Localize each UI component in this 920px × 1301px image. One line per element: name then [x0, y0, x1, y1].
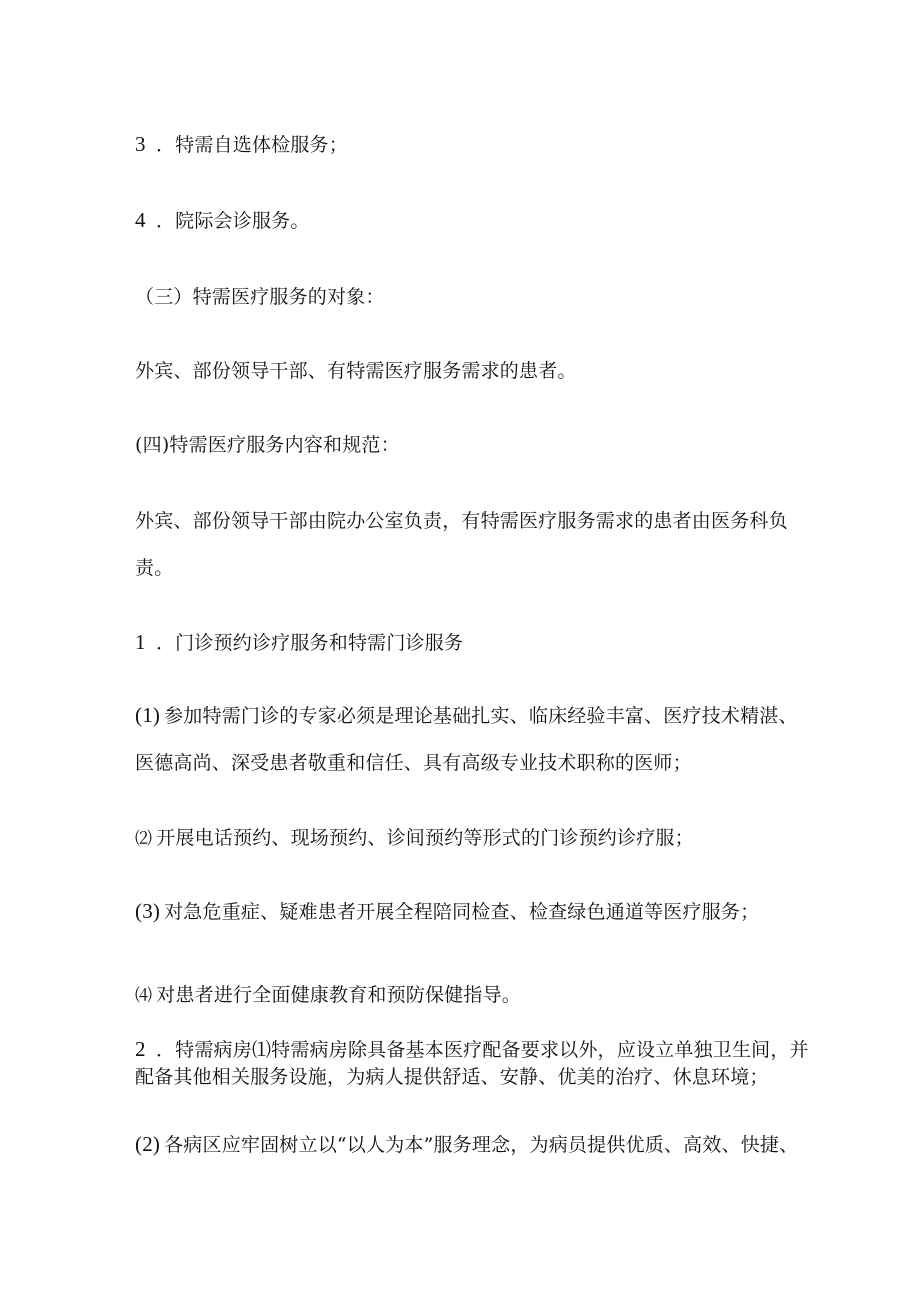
line-text: ．门诊预约诊疗服务和特需门诊服务	[149, 632, 464, 654]
line-text: ．特需自选体检服务；	[149, 134, 348, 156]
sub-item-3	[135, 898, 759, 925]
line-text: ．特需病房⑴特需病房除具备基本医疗配备要求以外，应设立单独卫生间，并	[149, 1039, 809, 1061]
item-number: 2	[135, 1037, 146, 1061]
line-text: 各病区应牢固树立以“以人为本”服务理念，为病员提供优质、高效、快捷、	[164, 1134, 799, 1156]
paragraph-line	[135, 508, 788, 534]
heading-text: （三）特需医疗服务的对象：	[135, 286, 385, 308]
line-text: 对患者进行全面健康教育和预防保健指导。	[156, 984, 522, 1006]
section-heading-4	[135, 432, 400, 458]
line-item-3	[135, 131, 348, 158]
item-number: (2)	[135, 1132, 161, 1156]
item-number: ⑵	[135, 829, 153, 848]
line-text: 参加特需门诊的专家必须是理论基础扎实、临床经验丰富、医疗技术精湛、	[164, 705, 798, 727]
item-number: 1	[135, 630, 146, 654]
section-heading-3	[135, 284, 385, 310]
paragraph-line	[135, 555, 173, 581]
line-text: 责。	[135, 557, 174, 579]
sub-item-2b	[135, 1131, 798, 1158]
line-text: 对急危重症、疑难患者开展全程陪同检查、检查绿色通道等医疗服务；	[164, 901, 760, 923]
sub-item-1	[135, 702, 798, 729]
paragraph-line	[135, 1064, 769, 1090]
item-number: 3	[135, 132, 146, 156]
line-text: ．院际会诊服务。	[149, 210, 310, 232]
item-number: 4	[135, 208, 146, 232]
paragraph-line	[135, 750, 692, 776]
line-item-4	[135, 207, 310, 234]
line-item-2	[135, 1036, 809, 1063]
line-text: 外宾、部份领导干部、有特需医疗服务需求的患者。	[135, 360, 577, 382]
item-number: (1)	[135, 703, 161, 727]
sub-item-2	[135, 825, 694, 852]
line-item-1	[135, 629, 463, 656]
line-text: 外宾、部份领导干部由院办公室负责，有特需医疗服务需求的患者由医务科负	[135, 510, 788, 532]
line-text: 开展电话预约、现场预约、诊间预约等形式的门诊预约诊疗服；	[156, 827, 694, 849]
sub-item-4	[135, 982, 521, 1009]
line-text: 配备其他相关服务设施，为病人提供舒适、安静、优美的治疗、休息环境；	[135, 1066, 769, 1088]
line-text: 医德高尚、深受患者敬重和信任、具有高级专业技术职称的医师；	[135, 752, 692, 774]
item-number: ⑷	[135, 986, 153, 1005]
heading-text: (四)特需医疗服务内容和规范：	[135, 434, 400, 456]
item-number: (3)	[135, 899, 161, 923]
paragraph-line	[135, 358, 577, 384]
